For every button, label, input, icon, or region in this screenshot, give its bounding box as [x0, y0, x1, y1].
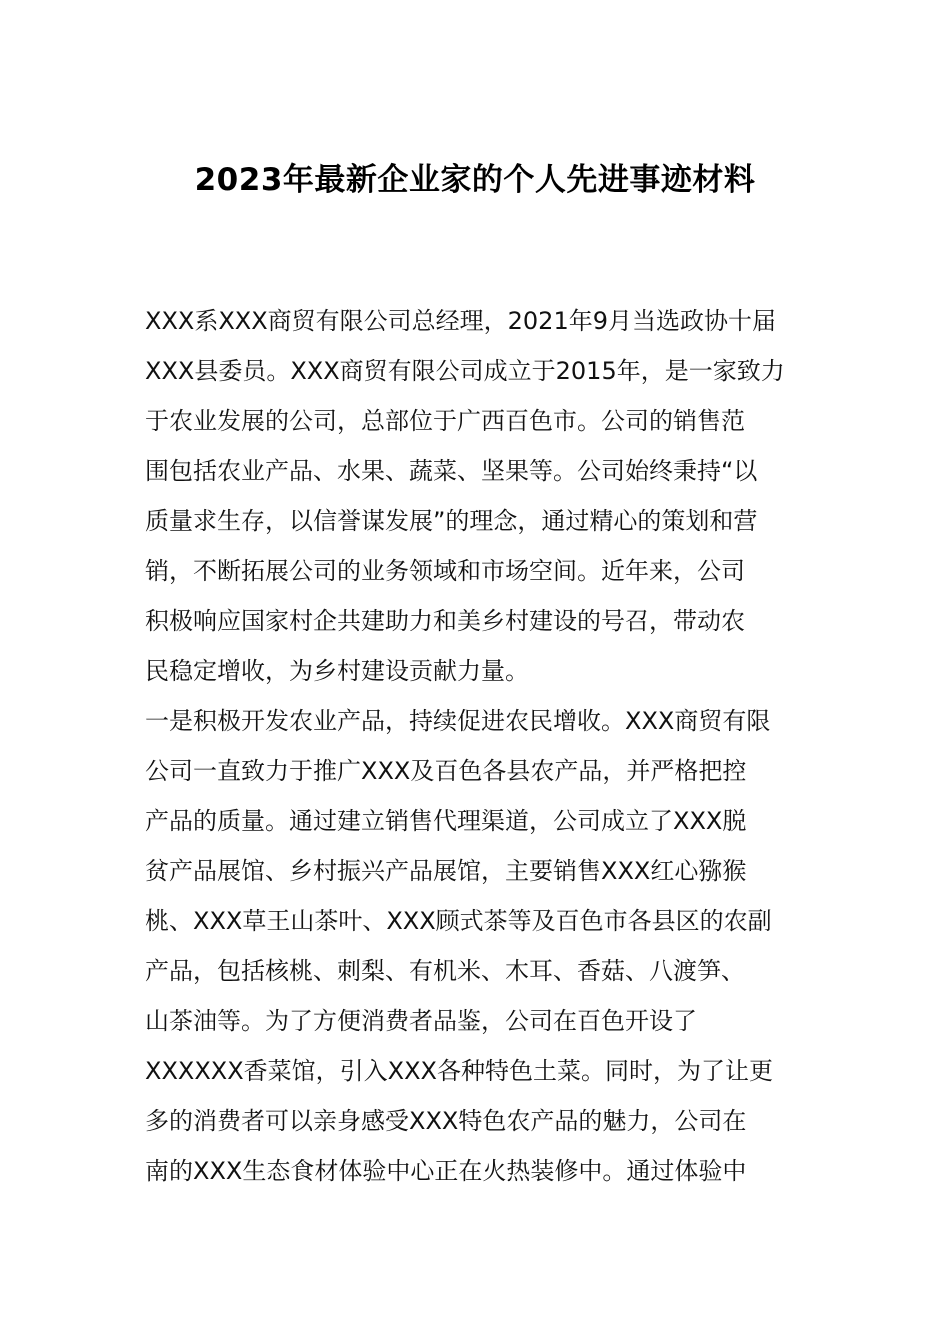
body-line: 销，不断拓展公司的业务领域和市场空间。近年来，公司	[145, 557, 745, 585]
body-line: 质量求生存，以信誉谋发展”的理念，通过精心的策划和营	[145, 507, 758, 535]
body-line: 桃、XXX草王山茶叶、XXX顾式茶等及百色市各县区的农副	[145, 907, 772, 935]
body-line: XXXXXX香菜馆，引入XXX各种特色土菜。同时，为了让更	[145, 1057, 773, 1085]
body-line: XXX县委员。XXX商贸有限公司成立于2015年，是一家致力	[145, 357, 785, 385]
body-line: 南的XXX生态食材体验中心正在火热装修中。通过体验中	[145, 1157, 747, 1185]
body-line: 产品，包括核桃、刺梨、有机米、木耳、香菇、八渡笋、	[145, 957, 745, 985]
body-line: 积极响应国家村企共建助力和美乡村建设的号召，带动农	[145, 607, 745, 635]
body-line: 产品的质量。通过建立销售代理渠道，公司成立了XXX脱	[145, 807, 747, 835]
document-body	[145, 296, 815, 1196]
body-line: 多的消费者可以亲身感受XXX特色农产品的魅力，公司在	[145, 1107, 747, 1135]
body-line: 公司一直致力于推广XXX及百色各县农产品，并严格把控	[145, 757, 747, 785]
body-line: 山茶油等。为了方便消费者品鉴，公司在百色开设了	[145, 1007, 697, 1035]
body-line: 一是积极开发农业产品，持续促进农民增收。XXX商贸有限	[145, 707, 771, 735]
body-line: XXX系XXX商贸有限公司总经理，2021年9月当选政协十届	[145, 307, 776, 335]
document-title: 2023年最新企业家的个人先进事迹材料	[194, 162, 756, 198]
body-line: 围包括农业产品、水果、蔬菜、坚果等。公司始终秉持“以	[145, 457, 758, 485]
body-line: 民稳定增收，为乡村建设贡献力量。	[145, 657, 529, 685]
body-line: 贫产品展馆、乡村振兴产品展馆，主要销售XXX红心猕猴	[145, 857, 747, 885]
body-line: 于农业发展的公司，总部位于广西百色市。公司的销售范	[145, 407, 745, 435]
